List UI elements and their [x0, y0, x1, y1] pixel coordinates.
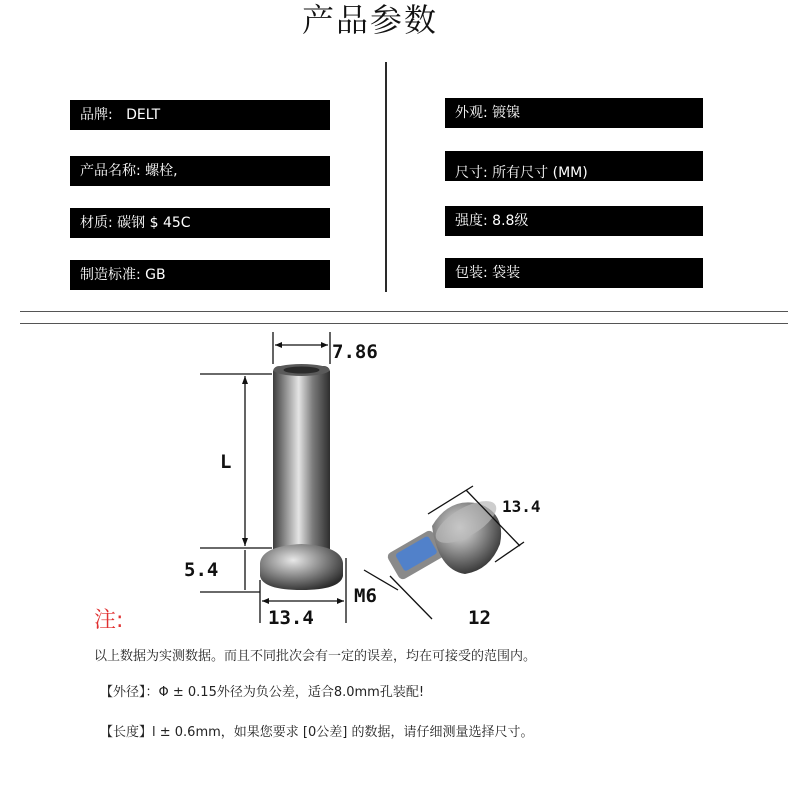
spec-value: 袋装: [492, 265, 521, 281]
note-line: 【长度】l ± 0.6mm，如果您要求 [0公差] 的数据，请仔细测量选择尺寸。: [100, 725, 534, 740]
spec-product-name: [70, 156, 330, 186]
diameter-label: 7.86: [332, 341, 378, 363]
divider-line: [20, 311, 788, 312]
spec-value: 所有尺寸 (MM): [492, 165, 588, 181]
spec-value: 镀镍: [492, 105, 521, 121]
spec-size: [445, 151, 703, 181]
spec-value: GB: [145, 267, 166, 283]
spec-value: DELT: [126, 107, 161, 123]
head-width-label: 13.4: [268, 607, 314, 629]
note-line: 【外径】：Φ ± 0.15外径为负公差，适合8.0mm孔装配!: [100, 685, 425, 700]
spec-packaging: [445, 258, 703, 288]
spec-standard: [70, 260, 330, 290]
notes-title: 注:: [94, 608, 124, 633]
spec-value: 碳钢 $ 45C: [117, 215, 191, 231]
small-head-width-label: 13.4: [502, 497, 541, 516]
spec-label: 包装:: [455, 265, 488, 281]
thread-size-label: M6: [354, 585, 377, 607]
note-line: 以上数据为实测数据。而且不同批次会有一定的误差，均在可接受的范围内。: [94, 649, 537, 664]
spec-label: 尺寸:: [455, 165, 488, 181]
column-divider: [385, 62, 387, 292]
spec-value: 螺栓,: [145, 163, 178, 179]
spec-label: 外观:: [455, 105, 488, 121]
spec-material: [70, 208, 330, 238]
spec-brand: [70, 100, 330, 130]
head-height-label: 5.4: [184, 559, 219, 581]
spec-label: 产品名称:: [80, 163, 141, 179]
length-label: L: [220, 451, 232, 473]
spec-label: 制造标准:: [80, 267, 141, 283]
spec-label: 品牌:: [80, 107, 113, 123]
bolt-image: [260, 364, 343, 590]
small-bolt-image: [386, 493, 502, 581]
page-title: 产品参数: [301, 1, 438, 39]
spec-value: 8.8级: [492, 213, 529, 229]
spec-label: 强度:: [455, 213, 488, 229]
spec-label: 材质:: [80, 215, 113, 231]
bolt-dimension-diagram: [150, 318, 570, 633]
spec-appearance: [445, 98, 703, 128]
small-length-label: 12: [468, 607, 491, 629]
spec-strength: [445, 206, 703, 236]
